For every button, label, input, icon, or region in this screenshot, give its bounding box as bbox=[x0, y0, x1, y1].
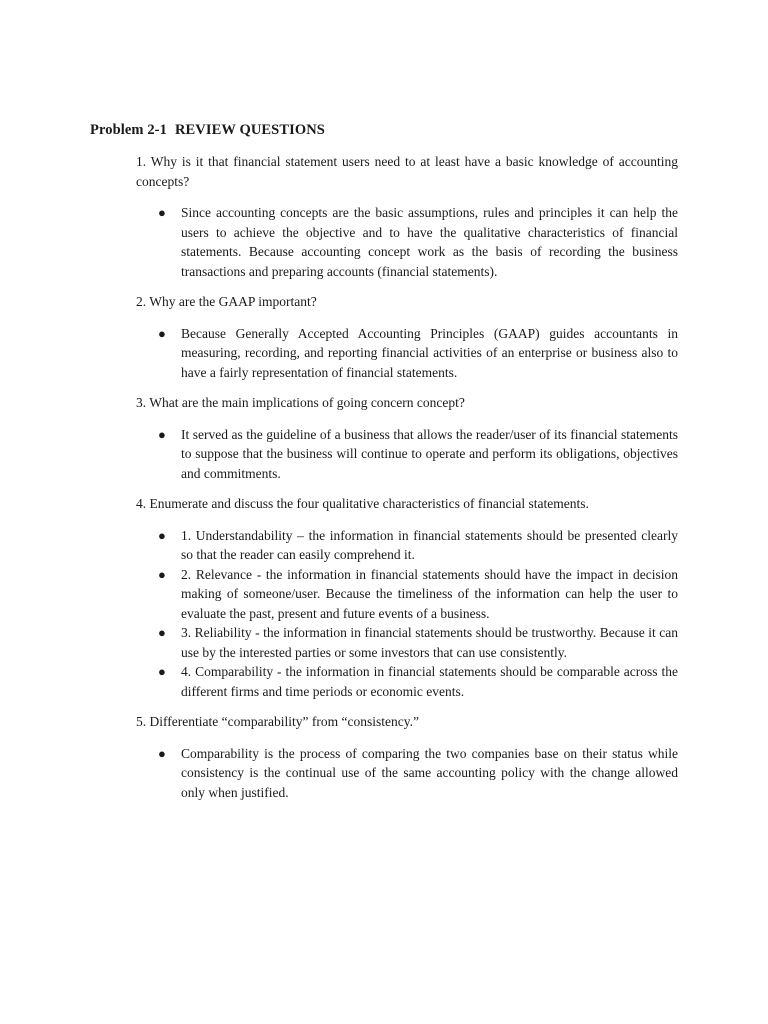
question-text: 2. Why are the GAAP important? bbox=[136, 294, 317, 309]
bullet-icon: ● bbox=[158, 426, 166, 442]
answer-text: Comparability is the process of comparing the two companies base on their status while consistency is the continual use of the same accounting policy with the change allowed only when justified. bbox=[181, 745, 678, 800]
answer-item bbox=[136, 324, 678, 383]
answer-text: 4. Comparability - the information in financial statements should be comparable across the different firms and time periods or economic events. bbox=[181, 664, 678, 699]
question-text: 4. Enumerate and discuss the four qualitative characteristics of financial statements. bbox=[136, 496, 589, 511]
bullet-icon: ● bbox=[158, 566, 166, 582]
answer-list bbox=[136, 744, 678, 803]
page-title bbox=[90, 122, 325, 139]
answer-item bbox=[136, 425, 678, 484]
bullet-icon: ● bbox=[158, 664, 166, 679]
question-block bbox=[136, 393, 678, 483]
bullet-icon: ● bbox=[158, 325, 166, 341]
answer-text: 3. Reliability - the information in financial statements should be trustworthy. Because it can use by the interested parties or some investors that can use consistently. bbox=[181, 625, 678, 660]
question-text: 3. What are the main implications of going concern concept? bbox=[136, 395, 465, 410]
bullet-icon: ● bbox=[158, 527, 166, 543]
answer-item bbox=[136, 203, 678, 281]
question-text: 1. Why is it that financial statement users need to at least have a basic knowledge of accounting concepts? bbox=[136, 154, 678, 189]
answer-list bbox=[136, 526, 678, 702]
answer-list bbox=[136, 425, 678, 484]
answer-list bbox=[136, 203, 678, 281]
answer-item bbox=[136, 565, 678, 624]
question-block bbox=[136, 494, 678, 701]
question-block bbox=[136, 712, 678, 802]
answer-text: 2. Relevance - the information in financial statements should have the impact in decision making of someone/user. Because the timeliness of the information can help the user to evaluate the past, present and future events of a business. bbox=[181, 566, 678, 621]
review-questions bbox=[136, 152, 678, 813]
answer-text: It served as the guideline of a business that allows the reader/user of its financial statements to suppose that the business will continue to operate and perform its obligations, objectives and commitments. bbox=[181, 426, 678, 481]
answer-text: Because Generally Accepted Accounting Principles (GAAP) guides accountants in measuring, recording, and reporting financial activities of an enterprise or business also to have a fairly representation of financial statements. bbox=[181, 325, 678, 380]
bullet-icon: ● bbox=[158, 745, 166, 761]
answer-item bbox=[136, 623, 678, 662]
title-prefix: Problem 2-1 bbox=[90, 122, 167, 138]
answer-item bbox=[136, 662, 678, 701]
title-main: REVIEW QUESTIONS bbox=[174, 122, 325, 138]
answer-item bbox=[136, 526, 678, 565]
bullet-icon: ● bbox=[158, 205, 166, 220]
answer-item bbox=[136, 744, 678, 803]
question-block bbox=[136, 292, 678, 382]
bullet-icon: ● bbox=[158, 625, 166, 640]
question-text: 5. Differentiate “comparability” from “consistency.” bbox=[136, 714, 420, 729]
answer-list bbox=[136, 324, 678, 383]
question-block bbox=[136, 152, 678, 281]
answer-text: Since accounting concepts are the basic assumptions, rules and principles it can help the users to achieve the objective and to have the qualitative characteristics of financial statements. Because accounting concept work as the basis of recording the business transactions and preparing accounts (financial statements). bbox=[181, 205, 678, 279]
answer-text: 1. Understandability – the information in financial statements should be presented clearly so that the reader can easily comprehend it. bbox=[181, 527, 678, 562]
